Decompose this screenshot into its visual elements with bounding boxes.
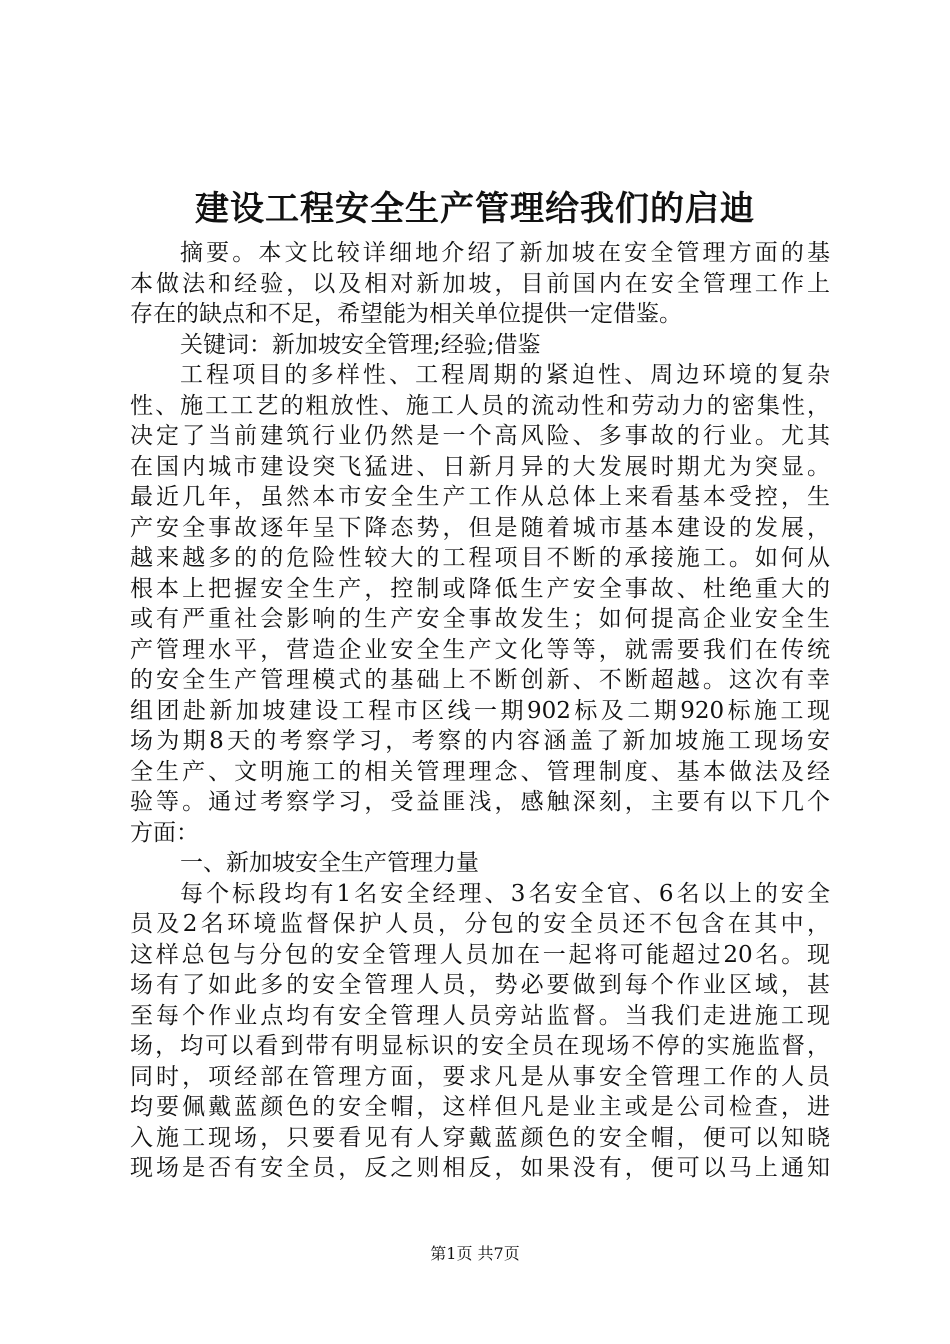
paragraph-line: 或有严重社会影响的生产安全事故发生；如何提高企业安全生 <box>130 606 830 632</box>
paragraph-line: 全生产、文明施工的相关管理理念、管理制度、基本做法及经 <box>130 758 830 785</box>
paragraph-line: 最近几年，虽然本市安全生产工作从总体上来看基本受控，生 <box>130 484 830 510</box>
page-number-footer: 第1页 共7页 <box>430 1244 520 1263</box>
paragraph-line: 方面： <box>130 819 199 846</box>
paragraph-line: 场有了如此多的安全管理人员，势必要做到每个作业区域，甚 <box>130 972 830 998</box>
keywords-line: 关键词：新加坡安全管理;经验;借鉴 <box>180 331 541 358</box>
paragraph-line: 根本上把握安全生产，控制或降低生产安全事故、杜绝重大的 <box>130 575 830 602</box>
paragraph-line: 场，均可以看到带有明显标识的安全员在现场不停的实施监督， <box>130 1033 830 1059</box>
document-body <box>130 238 830 1184</box>
abstract-line: 本做法和经验，以及相对新加坡，目前国内在安全管理工作上 <box>130 270 830 297</box>
paragraph-line: 越来越多的的危险性较大的工程项目不断的承接施工。如何从 <box>130 545 830 571</box>
paragraph-line: 这样总包与分包的安全管理人员加在一起将可能超过20名。现 <box>130 941 830 968</box>
paragraph-line: 性、施工工艺的粗放性、施工人员的流动性和劳动力的密集性， <box>130 392 830 419</box>
paragraph-line: 同时，项经部在管理方面，要求凡是从事安全管理工作的人员 <box>130 1063 830 1090</box>
paragraph-line: 决定了当前建筑行业仍然是一个高风险、多事故的行业。尤其 <box>130 423 830 449</box>
paragraph-line: 入施工现场，只要看见有人穿戴蓝颜色的安全帽，便可以知晓 <box>130 1124 830 1151</box>
abstract-line: 存在的缺点和不足，希望能为相关单位提供一定借鉴。 <box>130 301 682 327</box>
document-title: 建设工程安全生产管理给我们的启迪 <box>195 189 755 229</box>
paragraph-line: 产管理水平，营造企业安全生产文化等等，就需要我们在传统 <box>130 636 830 663</box>
paragraph-line: 的安全生产管理模式的基础上不断创新、不断超越。这次有幸 <box>130 667 830 693</box>
paragraph-line: 每个标段均有1名安全经理、3名安全官、6名以上的安全 <box>180 880 830 907</box>
paragraph-line: 均要佩戴蓝颜色的安全帽，这样但凡是业主或是公司检查，进 <box>130 1094 830 1120</box>
paragraph-line: 现场是否有安全员，反之则相反，如果没有，便可以马上通知 <box>130 1155 830 1181</box>
paragraph-line: 场为期8天的考察学习，考察的内容涵盖了新加坡施工现场安 <box>130 728 830 754</box>
paragraph-line: 工程项目的多样性、工程周期的紧迫性、周边环境的复杂 <box>180 362 830 388</box>
paragraph-line: 组团赴新加坡建设工程市区线一期902标及二期920标施工现 <box>130 697 830 724</box>
paragraph-line: 至每个作业点均有安全管理人员旁站监督。当我们走进施工现 <box>130 1002 830 1029</box>
paragraph-line: 在国内城市建设突飞猛进、日新月异的大发展时期尤为突显。 <box>130 453 830 480</box>
paragraph-line: 产安全事故逐年呈下降态势，但是随着城市基本建设的发展， <box>130 514 830 541</box>
abstract-line: 摘要。本文比较详细地介绍了新加坡在安全管理方面的基 <box>180 240 830 266</box>
paragraph-line: 验等。通过考察学习，受益匪浅，感触深刻，主要有以下几个 <box>130 789 830 815</box>
paragraph-line: 员及2名环境监督保护人员，分包的安全员还不包含在其中， <box>130 911 830 937</box>
section-heading: 一、新加坡安全生产管理力量 <box>180 850 479 876</box>
